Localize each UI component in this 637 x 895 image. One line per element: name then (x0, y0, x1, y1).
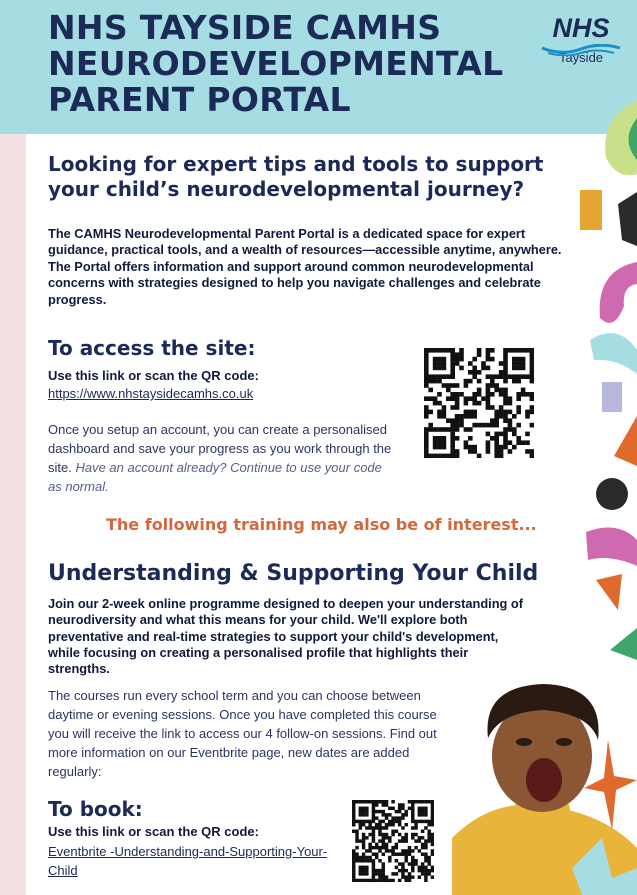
booking-instruction: Use this link or scan the QR code: (48, 824, 259, 839)
access-body (48, 420, 393, 496)
booking-heading: To book: (48, 797, 143, 821)
intro-body: The CAMHS Neurodevelopmental Parent Portal is a dedicated space for expert guidance, practical tools, and a wealth of resources—accessible anytime, anywhere. The Portal offers information and support around common neurodevelopmental concerns with strategies designed to help you navigate challenges and celebrate progress. (48, 226, 562, 307)
access-body-italic: Have an account already? Continue to use your code as normal. (48, 460, 382, 494)
course-lead: Join our 2-week online programme designed to deepen your understanding of neurodiversity and what this means for your child. We'll explore both preventative and real-time strategies to support your child's development, while focusing on creating a personalised profile that highlights their strengths. (48, 596, 523, 677)
left-decorative-bar (0, 134, 26, 895)
eventbrite-qr-code[interactable] (352, 800, 434, 882)
page-title: NHS TAYSIDE CAMHS NEURODEVELOPMENTAL PARENT PORTAL (48, 8, 504, 119)
portal-link[interactable]: https://www.nhstaysidecamhs.co.uk (48, 386, 254, 401)
child-photo (452, 678, 637, 895)
course-heading: Understanding & Supporting Your Child (48, 561, 539, 586)
eventbrite-link[interactable]: Eventbrite -Understanding-and-Supporting-Your-Child (48, 844, 328, 878)
interest-banner: The following training may also be of interest... (106, 515, 537, 534)
intro-heading: Looking for expert tips and tools to support your child’s neurodevelopmental journey? (48, 152, 544, 201)
nhs-logo-subtitle: Tayside (558, 50, 604, 65)
nhs-tayside-logo (538, 14, 624, 80)
portal-qr-code[interactable] (424, 348, 534, 458)
access-body-text: Once you setup an account, you can create a personalised dashboard and save your progress as you work through the site. (48, 422, 392, 475)
nhs-wave-icon (538, 44, 624, 56)
course-body: The courses run every school term and you can choose between daytime or evening sessions. Once you have completed this course you will receive the link to access our 4 follow-on sessions. Find out more information on our Eventbrite page, new dates are added regularly: (48, 688, 437, 779)
access-heading: To access the site: (48, 336, 256, 360)
access-instruction: Use this link or scan the QR code: (48, 368, 259, 383)
nhs-logo-word: NHS (552, 13, 610, 43)
